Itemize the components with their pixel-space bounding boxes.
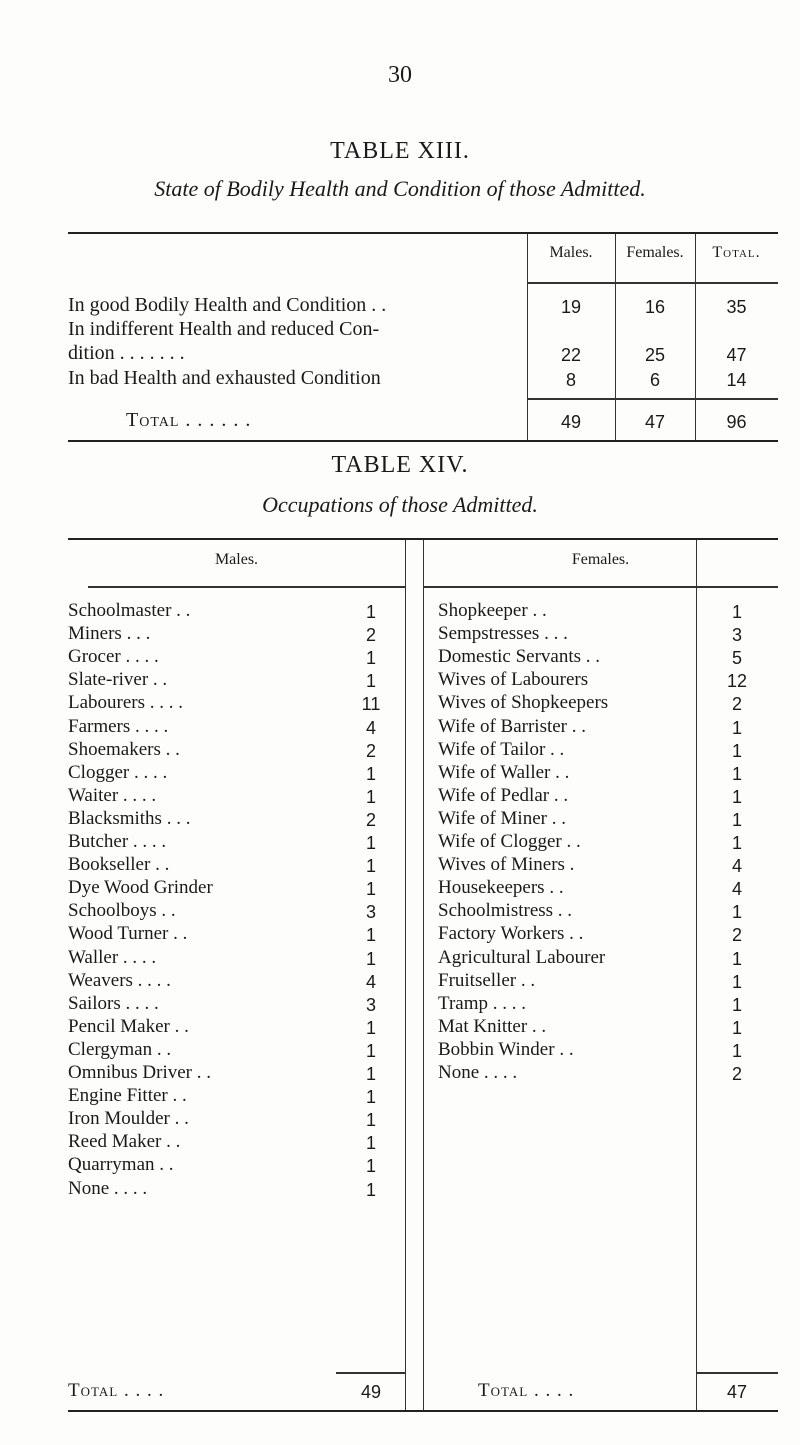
occupation-name: Wife of Tailor . . [438,738,565,760]
occupation-count: 1 [731,994,742,1015]
occupation-count: 4 [731,879,742,900]
occupation-name: Wives of Miners . [438,854,575,876]
occupation-name: Wives of Labourers [438,669,589,691]
occupation-count: 1 [731,833,742,853]
occupation-count: 1 [731,971,742,992]
occupation-count: 1 [365,1133,376,1154]
occupation-name: Clogger . . . . [68,761,168,783]
header-rule [527,282,778,284]
occupation-count: 1 [365,1017,376,1038]
cell-total: 14 [726,370,747,390]
cell-males: 22 [560,345,582,365]
cell-females: 16 [644,297,666,317]
header-rule [88,586,405,588]
occupation-count: 1 [365,1156,376,1177]
occupation-name: Iron Moulder . . [68,1108,189,1130]
column-divider [423,540,424,1410]
occupation-count: 4 [365,717,376,738]
occupation-name: Housekeepers . . [438,877,564,899]
occupation-name: Farmers . . . . [68,715,169,737]
occupation-count: 1 [365,763,376,784]
header-rule [423,586,778,588]
occupation-name: Weavers . . . . [68,969,171,991]
occupation-name: Wood Turner . . [68,923,188,945]
occupation-count: 1 [365,1179,376,1200]
table14-subtitle: Occupations of those Admitted. [262,492,538,517]
occupation-count: 1 [731,717,742,738]
occupation-count: 2 [365,740,376,761]
occupation-count: 1 [365,925,376,946]
occupation-name: Schoolmaster . . [68,600,191,621]
occupation-name: Waller . . . . [68,946,157,968]
header-total: Total. [712,244,761,261]
occupation-count: 1 [365,833,376,853]
occupation-count: 1 [731,740,742,761]
occupation-name: Factory Workers . . [438,923,584,945]
occupation-count: 1 [365,1040,376,1061]
table13-title: TABLE XIII. [330,138,470,164]
occupation-count: 1 [731,809,742,830]
occupation-count: 1 [365,1087,376,1108]
column-divider [695,234,696,440]
occupation-count: 5 [731,648,742,669]
occupation-count: 11 [361,694,381,715]
occupation-name: Wife of Waller . . [438,761,570,783]
cell-total: 47 [726,345,747,365]
row-label: In indifferent Health and reduced Con- [68,318,380,340]
occupation-name: Schoolboys . . [68,900,176,922]
occupation-count: 1 [731,763,742,784]
occupation-name: Omnibus Driver . . [68,1062,212,1083]
table14-title: TABLE XIV. [331,452,469,478]
occupation-count: 2 [365,625,376,646]
row-label: In bad Health and exhausted Condition [68,367,381,389]
occupation-count: 4 [365,971,376,992]
occupations-table [68,538,778,1412]
occupation-count: 1 [365,879,376,900]
occupation-name: Blacksmiths . . . [68,807,191,829]
occupation-name: Miners . . . [68,623,151,645]
column-divider [527,234,528,440]
cell-females: 25 [644,345,666,365]
occupation-count: 1 [365,1064,376,1084]
column-divider [405,540,406,1410]
occupation-name: None . . . . [68,1177,148,1199]
occupation-name: Slate-river . . [68,669,168,691]
occupation-name: Sempstresses . . . [438,623,568,645]
column-divider [696,540,697,1410]
occupation-count: 1 [731,602,742,622]
cell-total: 35 [726,297,747,317]
total-rule [336,1372,405,1374]
health-table [68,232,778,442]
occupation-name: Mat Knitter . . [438,1015,547,1037]
occupation-name: Pencil Maker . . [68,1015,189,1037]
occupation-count: 1 [731,902,742,923]
occupation-name: Reed Maker . . [68,1131,181,1153]
total-total: 96 [726,412,747,432]
occupation-name: Wife of Clogger . . [438,831,581,852]
occupation-name: Shoemakers . . [68,738,180,760]
occupation-count: 1 [731,1040,742,1061]
occupation-count: 1 [365,1110,376,1131]
header-females: Females. [626,244,684,261]
total-females: 47 [644,412,666,432]
occupation-count: 1 [731,1017,742,1038]
total-males: 49 [560,412,582,432]
males-total: 49 [360,1382,382,1402]
page-number: 30 [388,62,412,88]
occupation-count: 3 [365,902,376,923]
occupation-count: 12 [726,671,748,692]
occupation-name: Clergyman . . [68,1038,172,1060]
occupation-count: 1 [365,671,376,692]
occupation-name: Wife of Barrister . . [438,715,587,737]
females-total: 47 [726,1382,748,1402]
table13-subtitle: State of Bodily Health and Condition of those Admitted. [154,176,646,201]
occupation-count: 1 [365,786,376,807]
total-rule [527,398,778,400]
occupation-name: Wife of Miner . . [438,807,566,829]
occupation-count: 2 [365,809,376,830]
occupation-count: 2 [731,925,742,946]
occupation-count: 3 [731,625,742,646]
occupation-count: 1 [365,948,376,969]
occupation-count: 4 [731,856,742,877]
occupation-name: Schoolmistress . . [438,900,573,922]
occupation-name: Quarryman . . [68,1154,174,1176]
occupation-name: Sailors . . . . [68,992,159,1014]
occupation-name: None . . . . [438,1062,518,1083]
females-total-label: Total . . . . [478,1380,575,1401]
header-females: Females. [571,551,630,568]
occupation-count: 1 [365,648,376,669]
occupation-count: 1 [365,856,376,877]
total-rule [696,1372,778,1374]
header-males: Males. [214,551,259,568]
occupation-count: 2 [731,694,742,715]
occupation-name: Waiter . . . . [68,784,157,806]
cell-males: 8 [565,370,576,390]
males-total-label: Total . . . . [68,1380,165,1401]
occupation-name: Tramp . . . . [438,992,526,1014]
occupation-count: 3 [365,994,376,1015]
occupation-count: 1 [731,786,742,807]
occupation-name: Dye Wood Grinder [68,877,213,899]
row-label-continued: dition . . . . . . . [68,342,185,364]
cell-males: 19 [560,297,582,317]
occupation-count: 1 [731,948,742,969]
header-males: Males. [549,244,593,261]
occupation-name: Bobbin Winder . . [438,1038,574,1060]
occupation-name: Shopkeeper . . [438,600,547,621]
occupation-name: Bookseller . . [68,854,170,876]
occupation-name: Domestic Servants . . [438,646,601,668]
total-label: Total . . . . . . [126,409,252,431]
occupation-name: Engine Fitter . . [68,1085,187,1107]
occupation-name: Labourers . . . . [68,692,184,714]
occupation-name: Butcher . . . . [68,831,167,852]
cell-females: 6 [649,370,660,390]
occupation-count: 1 [365,602,376,622]
occupation-name: Agricultural Labourer [438,946,606,968]
occupation-name: Wives of Shopkeepers [438,692,609,714]
occupation-name: Wife of Pedlar . . [438,784,569,806]
occupation-count: 2 [731,1064,742,1084]
occupation-name: Grocer . . . . [68,646,159,668]
column-divider [615,234,616,440]
row-label: In good Bodily Health and Condition . . [68,294,387,316]
occupation-name: Fruitseller . . [438,969,536,991]
